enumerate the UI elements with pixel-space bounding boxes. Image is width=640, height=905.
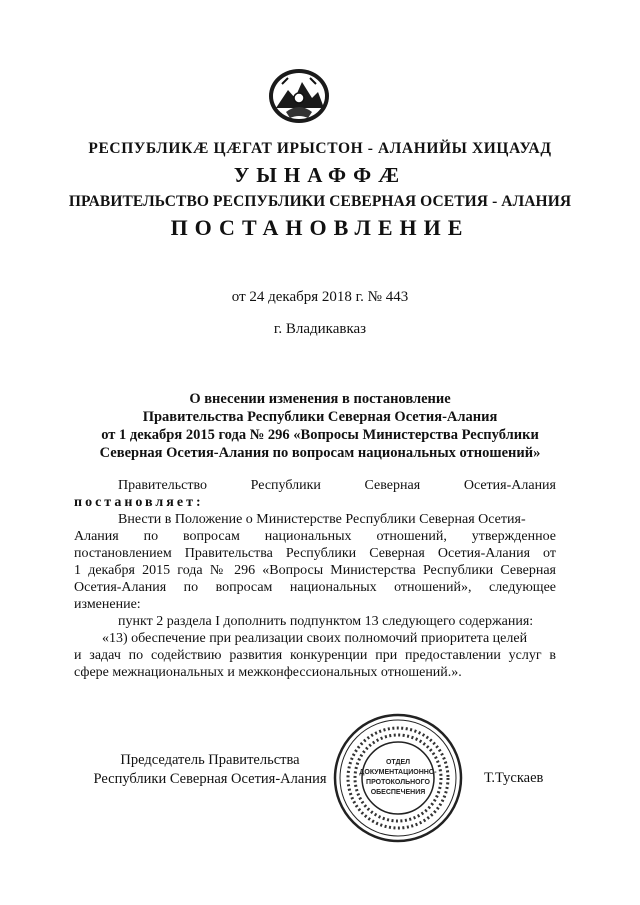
coat-of-arms-emblem bbox=[268, 68, 330, 124]
document-body bbox=[74, 477, 556, 681]
title-line: от 1 декабря 2015 года № 296 «Вопросы Министерства Республики bbox=[101, 427, 539, 443]
title-line: Северная Осетия-Алания по вопросам национальных отношений» bbox=[99, 445, 541, 461]
official-stamp-seal bbox=[332, 712, 464, 844]
header-government-russian: ПРАВИТЕЛЬСТВО РЕСПУБЛИКИ СЕВЕРНАЯ ОСЕТИЯ - АЛАНИЯ bbox=[68, 193, 572, 210]
paragraph-line: Внести в Положение о Министерстве Республики Северная Осетия- bbox=[118, 512, 526, 527]
document-date-number: от 24 декабря 2018 г. № 443 bbox=[231, 289, 409, 305]
intro-line: Правительство Республики Северная Осетия-Алания bbox=[118, 478, 556, 493]
document-title bbox=[70, 390, 570, 462]
signatory-position-line: Председатель Правительства bbox=[120, 752, 300, 768]
header-resolution-russian: ПОСТАНОВЛЕНИЕ bbox=[170, 215, 470, 240]
document-city: г. Владикавказ bbox=[273, 321, 367, 337]
paragraph-line: «13) обеспечение при реализации своих полномочий приоритета целей bbox=[102, 631, 528, 646]
paragraph-line: сфере межнациональных и межконфессиональных отношений.». bbox=[74, 665, 462, 680]
paragraph-line: Осетия-Алания по вопросам национальных отношений», следующее bbox=[74, 580, 556, 595]
stamp-text: ДОКУМЕНТАЦИОННО- bbox=[359, 769, 437, 776]
header-republic-ossetian: РЕСПУБЛИКÆ ЦÆГАТ ИРЫСТОН - АЛАНИЙЫ ХИЦАУАД bbox=[88, 140, 552, 157]
title-line: Правительства Республики Северная Осетия-Алания bbox=[142, 409, 498, 425]
signatory-name: Т.Тускаев bbox=[484, 770, 544, 786]
paragraph-line: пункт 2 раздела I дополнить подпунктом 13 следующего содержания: bbox=[118, 614, 534, 629]
paragraph-line: и задач по содействию развития конкуренции при предоставлении услуг в bbox=[74, 648, 556, 663]
title-line: О внесении изменения в постановление bbox=[189, 391, 451, 407]
paragraph-line: изменение: bbox=[74, 597, 141, 612]
signatory-position bbox=[90, 751, 330, 789]
stamp-text: ПРОТОКОЛЬНОГО bbox=[366, 779, 430, 786]
paragraph-line: 1 декабря 2015 года № 296 «Вопросы Министерства Республики Северная bbox=[74, 563, 556, 578]
paragraph-line: постановлением Правительства Республики Северная Осетия-Алания от bbox=[74, 546, 556, 561]
paragraph-line: Алания по вопросам национальных отношений, утвержденное bbox=[74, 529, 556, 544]
header-resolution-ossetian: УЫНАФФÆ bbox=[233, 163, 407, 187]
stamp-text: ОБЕСПЕЧЕНИЯ bbox=[370, 789, 426, 796]
resolves-word: постановляет: bbox=[74, 495, 204, 510]
signatory-position-line: Республики Северная Осетия-Алания bbox=[93, 771, 327, 787]
stamp-text: ОТДЕЛ bbox=[385, 759, 411, 766]
